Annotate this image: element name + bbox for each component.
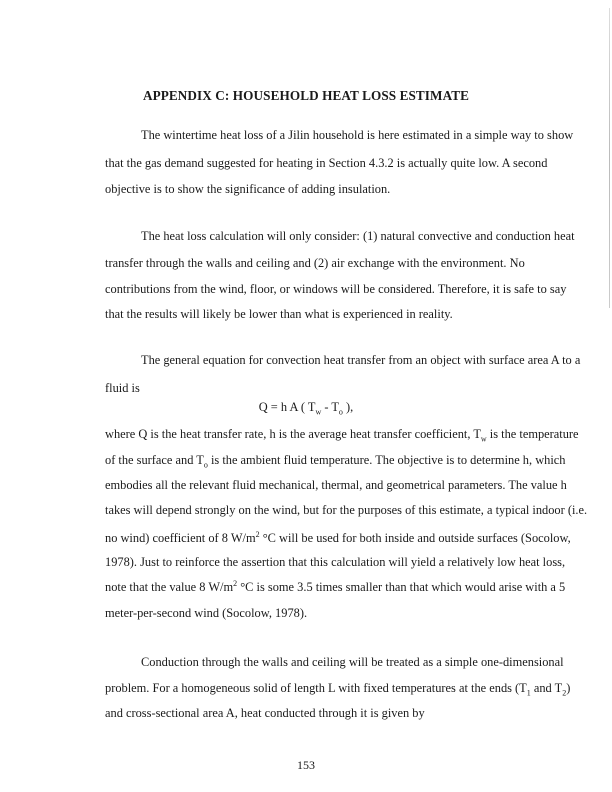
p3-line-2: fluid is [105, 381, 140, 395]
p1-line-3: objective is to show the significance of adding insulation. [105, 182, 391, 196]
p4-line-5: no wind) coefficient of 8 $W/m^2$ °C will be used for both inside and outside surfaces (Socolow, [105, 529, 571, 545]
appendix-title: APPENDIX C: HOUSEHOLD HEAT LOSS ESTIMATE [142, 88, 470, 103]
p2-line-3: contributions from the wind, floor, or windows will be considered. Therefore, it is safe to say [105, 282, 567, 296]
p4-line-4: takes will depend strongly on the wind, but for the purposes of this estimate, a typical indoor (i.e. [105, 503, 588, 517]
page-number: 153 [297, 758, 315, 772]
p3-line-1: The general equation for convection heat transfer from an object with surface area A to a [141, 353, 581, 367]
p5-line-1: Conduction through the walls and ceiling will be treated as a simple one-dimensional [141, 655, 564, 669]
p2-line-2: transfer through the walls and ceiling and (2) air exchange with the environment. No [105, 256, 525, 270]
scan-edge-line [609, 8, 610, 308]
p4-line-8: meter-per-second wind (Socolow, 1978). [105, 606, 308, 620]
p4-line-7: note that the value 8 $W/m^2$ °C is some 3.5 times smaller than that which would arise with a 5 [105, 578, 566, 594]
p5-line-3: and cross-sectional area A, heat conducted through it is given by [105, 706, 425, 720]
p1-line-1: The wintertime heat loss of a Jilin household is here estimated in a simple way to show [141, 128, 574, 142]
p4-line-1: where Q is the heat transfer rate, h is the average heat transfer coefficient, $T_w$ is the temperature [105, 427, 579, 444]
p1-line-2: that the gas demand suggested for heating in Section 4.3.2 is actually quite low. A second [105, 156, 548, 170]
p4-line-3: embodies all the relevant fluid mechanical, thermal, and geometrical parameters. The value h [105, 478, 567, 492]
p2-line-4: that the results will likely be lower than what is experienced in reality. [105, 307, 453, 321]
convection-equation: Q = h A ( $T_w - T_o$ ), [258, 400, 354, 417]
p5-line-2: problem. For a homogeneous solid of length L with fixed temperatures at the ends ($T_1$ and $T_2$) [105, 681, 571, 698]
p4-line-6: 1978). Just to reinforce the assertion that this calculation will yield a relatively low heat loss, [105, 555, 566, 569]
p2-line-1: The heat loss calculation will only consider: (1) natural convective and conduction heat [141, 229, 575, 243]
p4-line-2: of the surface and $T_o$ is the ambient fluid temperature. The objective is to determine h, which [105, 453, 566, 470]
